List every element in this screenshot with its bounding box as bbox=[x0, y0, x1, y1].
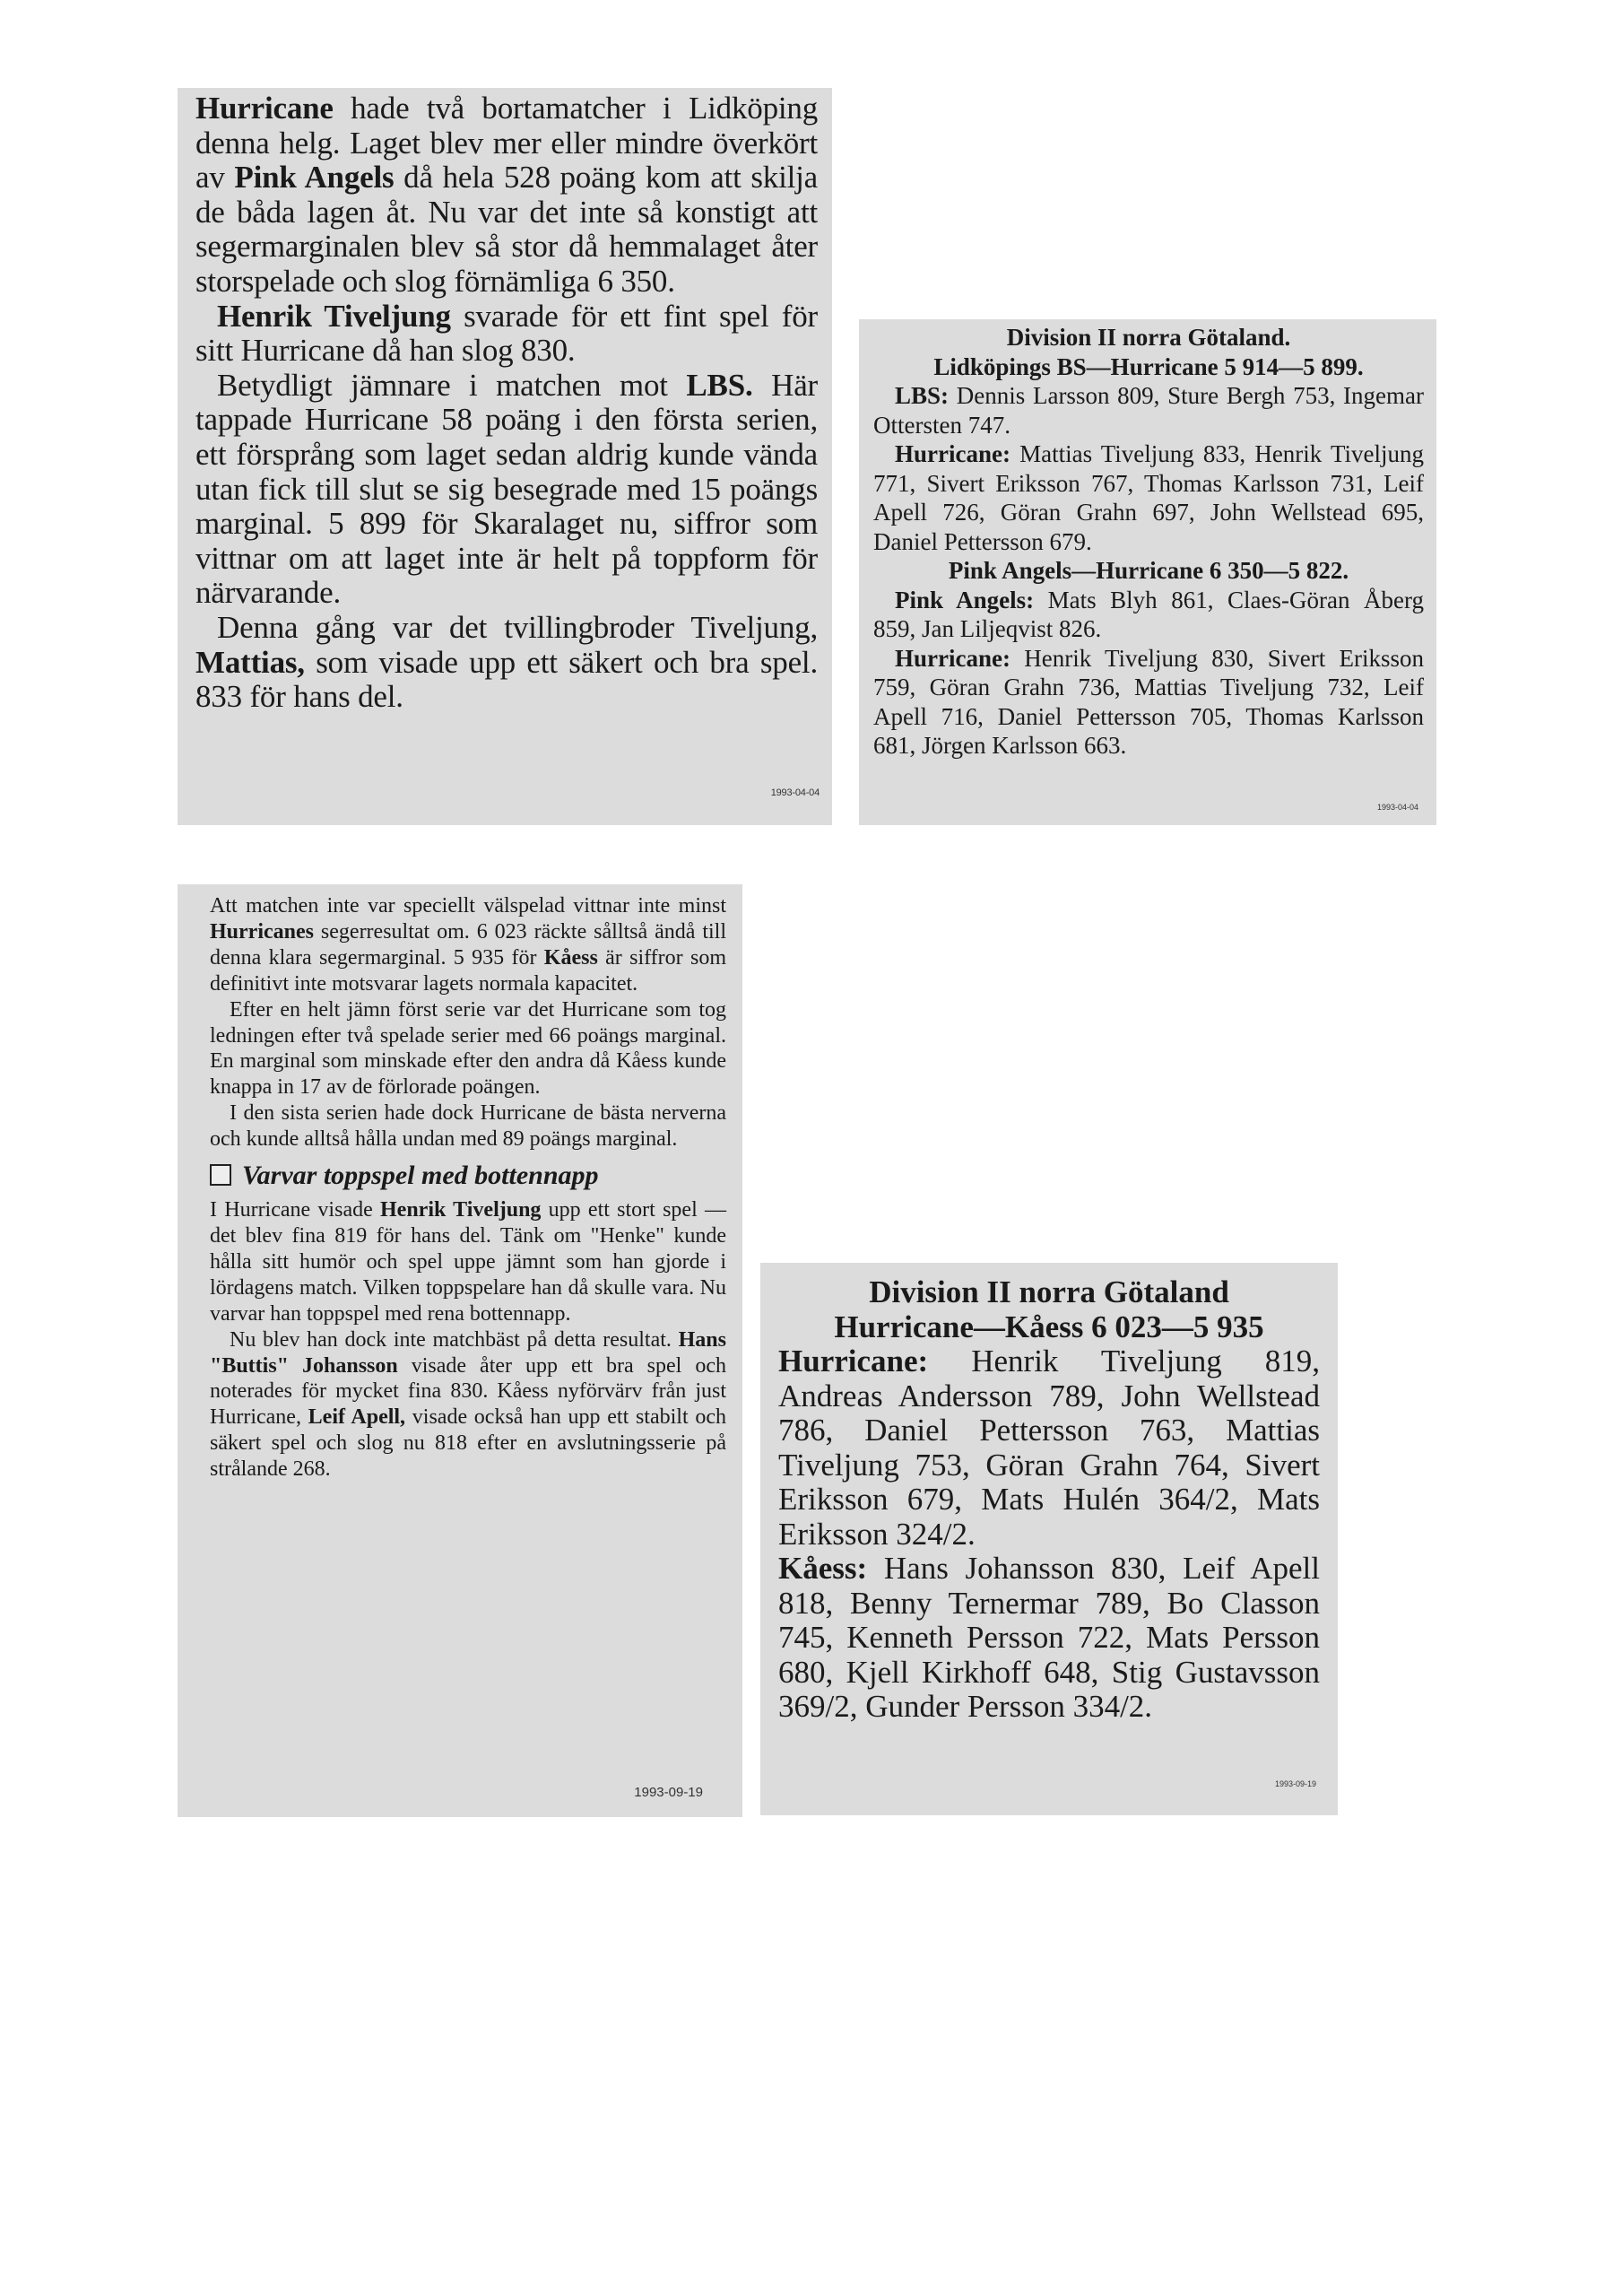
paragraph-text: visade också han upp ett stabilt och säkert spel och slog nu 818 efter en avslutningsserie på strålande 268. bbox=[210, 1405, 726, 1482]
team-scores bbox=[873, 439, 1424, 556]
paragraph-text: visade åter upp ett bra spel och noterades för mycket fina 830. Kåess nyförvärv från just Hurricane, bbox=[210, 1353, 726, 1430]
paragraph-text: svarade för ett fint spel för sitt Hurricane då han slog 830. bbox=[195, 298, 818, 369]
player-name: Mattias, bbox=[195, 644, 305, 680]
team-label: Pink Angels: bbox=[895, 586, 1035, 613]
paragraph-text: Här tappade Hurricane 58 poäng i den första serien, ett försprång som laget sedan aldrig kunde vända utan fick till slut se sig besegrade med 15 poängs marginal. 5 899 för Skaralaget nu, siffror som vittnar om att laget inte är helt på toppform för närvarande. bbox=[195, 367, 818, 611]
paragraph-text: Denna gång var det tvillingbroder Tiveljung, bbox=[217, 609, 818, 645]
match-result-heading: Lidköpings BS—Hurricane 5 914—5 899. bbox=[933, 352, 1364, 380]
article-paragraph: I den sista serien hade dock Hurricane de bästa nerverna och kunde alltså hålla undan med 89 poängs marginal. bbox=[210, 1101, 726, 1152]
team-name: LBS. bbox=[686, 367, 753, 403]
player-scores: Mattias Tiveljung 833, Henrik Tiveljung 771, Sivert Eriksson 767, Thomas Karlsson 731, Leif Apell 726, Göran Grahn 697, John Wellstead 695, Daniel Pettersson 679. bbox=[873, 440, 1424, 555]
paragraph-text: då hela 528 poäng kom att skilja de båda lagen åt. Nu var det inte så konstigt att segermarginalen blev så stor då hemmalaget åter storspelade och slog förnämliga 6 350. bbox=[195, 160, 818, 299]
clipping-date: 1993-09-19 bbox=[634, 1785, 703, 1801]
checkbox-square-icon bbox=[210, 1164, 231, 1186]
team-scores bbox=[873, 644, 1424, 761]
paragraph-text: upp ett stort spel — det blev fina 819 för hans del. Tänk om "Henke" kunde hålla sitt humör och spel uppe jämnt som han gjorde i lördagens match. Vilken toppspelare han då skulle vara. Nu varvar han toppspel med rena bottennapp. bbox=[210, 1198, 726, 1326]
article-paragraph bbox=[195, 91, 818, 300]
paragraph-text: Nu blev han dock inte matchbäst på detta resultat. bbox=[230, 1327, 679, 1352]
article-paragraph bbox=[195, 369, 818, 611]
clipping-date: 1993-09-19 bbox=[1274, 1779, 1316, 1788]
player-scores: Henrik Tiveljung 819, Andreas Andersson 789, John Wellstead 786, Daniel Pettersson 763, Mattias Tiveljung 753, Göran Grahn 764, Sivert Eriksson 679, Mats Hulén 364/2, Mats Eriksson 324/2. bbox=[778, 1344, 1320, 1552]
team-name: Kåess bbox=[543, 945, 598, 970]
player-name: Leif Apell, bbox=[308, 1405, 406, 1430]
team-scores bbox=[873, 381, 1424, 439]
match-result-heading: Pink Angels—Hurricane 6 350—5 822. bbox=[948, 557, 1349, 584]
paragraph-text: segerresultat om. 6 023 räckte sålltså ändå till denna klara segermarginal. 5 935 för bbox=[210, 919, 726, 970]
team-scores bbox=[873, 586, 1424, 644]
article-paragraph bbox=[195, 611, 818, 715]
article-subheading bbox=[210, 1158, 726, 1194]
paragraph-text: är siffror som definitivt inte motsvarar lagets normala kapacitet. bbox=[210, 945, 726, 996]
clipping-date: 1993-04-04 bbox=[1376, 802, 1418, 812]
subheading-text: Varvar toppspel med bottennapp bbox=[242, 1161, 599, 1191]
paragraph-text: Att matchen inte var speciellt välspelad vittnar inte minst bbox=[210, 894, 726, 918]
clipping-date: 1993-04-04 bbox=[770, 787, 820, 799]
player-name: Hans "Buttis" Johansson bbox=[210, 1327, 726, 1378]
player-scores: Dennis Larsson 809, Sture Bergh 753, Ingemar Ottersten 747. bbox=[873, 382, 1424, 439]
team-name: Hurricanes bbox=[210, 919, 314, 944]
paragraph-text: I Hurricane visade bbox=[210, 1198, 381, 1222]
article-paragraph: Efter en helt jämn först serie var det Hurricane som tog ledningen efter två spelade serier med 66 poängs marginal. En marginal som minskade efter den andra då Kåess kunde knappa in 17 av de förlorade poängen. bbox=[210, 997, 726, 1100]
team-label: Kåess: bbox=[778, 1551, 868, 1586]
paragraph-text: Betydligt jämnare i matchen mot bbox=[217, 367, 687, 403]
player-scores: Mats Blyh 861, Claes-Göran Åberg 859, Jan Liljeqvist 826. bbox=[873, 586, 1424, 642]
team-label: LBS: bbox=[895, 382, 950, 409]
player-name: Henrik Tiveljung bbox=[380, 1198, 542, 1222]
paragraph-text: hade två bortamatcher i Lidköping denna helg. Laget blev mer eller mindre överkört av bbox=[195, 91, 818, 196]
division-heading: Division II norra Götaland. bbox=[1006, 324, 1291, 351]
results-clipping-september bbox=[760, 1263, 1338, 1815]
article-paragraph bbox=[210, 893, 726, 997]
team-scores bbox=[778, 1552, 1320, 1725]
player-name: Henrik Tiveljung bbox=[217, 298, 451, 334]
article-paragraph bbox=[210, 1197, 726, 1327]
division-heading: Division II norra Götaland bbox=[869, 1274, 1229, 1309]
team-label: Hurricane: bbox=[895, 440, 1010, 467]
paragraph-text: som visade upp ett säkert och bra spel. 833 för hans del. bbox=[195, 644, 818, 715]
team-label: Hurricane: bbox=[895, 644, 1010, 672]
player-scores: Henrik Tiveljung 830, Sivert Eriksson 759, Göran Grahn 736, Mattias Tiveljung 732, Leif Apell 716, Daniel Pettersson 705, Thomas Karlsson 681, Jörgen Karlsson 663. bbox=[873, 644, 1424, 759]
article-clipping-september bbox=[178, 884, 742, 1817]
team-scores bbox=[778, 1344, 1320, 1552]
article-paragraph bbox=[210, 1327, 726, 1483]
article-clipping-april bbox=[178, 88, 832, 825]
results-clipping-april bbox=[859, 319, 1436, 825]
team-label: Hurricane: bbox=[778, 1344, 929, 1378]
article-paragraph bbox=[195, 300, 818, 369]
player-scores: Hans Johansson 830, Leif Apell 818, Benny Ternermar 789, Bo Classon 745, Kenneth Persson 722, Mats Persson 680, Kjell Kirkhoff 648, Stig Gustavsson 369/2, Gunder Persson 334/2. bbox=[778, 1551, 1320, 1724]
match-result-heading: Hurricane—Kåess 6 023—5 935 bbox=[834, 1309, 1264, 1344]
team-name: Hurricane bbox=[195, 91, 334, 126]
team-name: Pink Angels bbox=[234, 160, 395, 196]
